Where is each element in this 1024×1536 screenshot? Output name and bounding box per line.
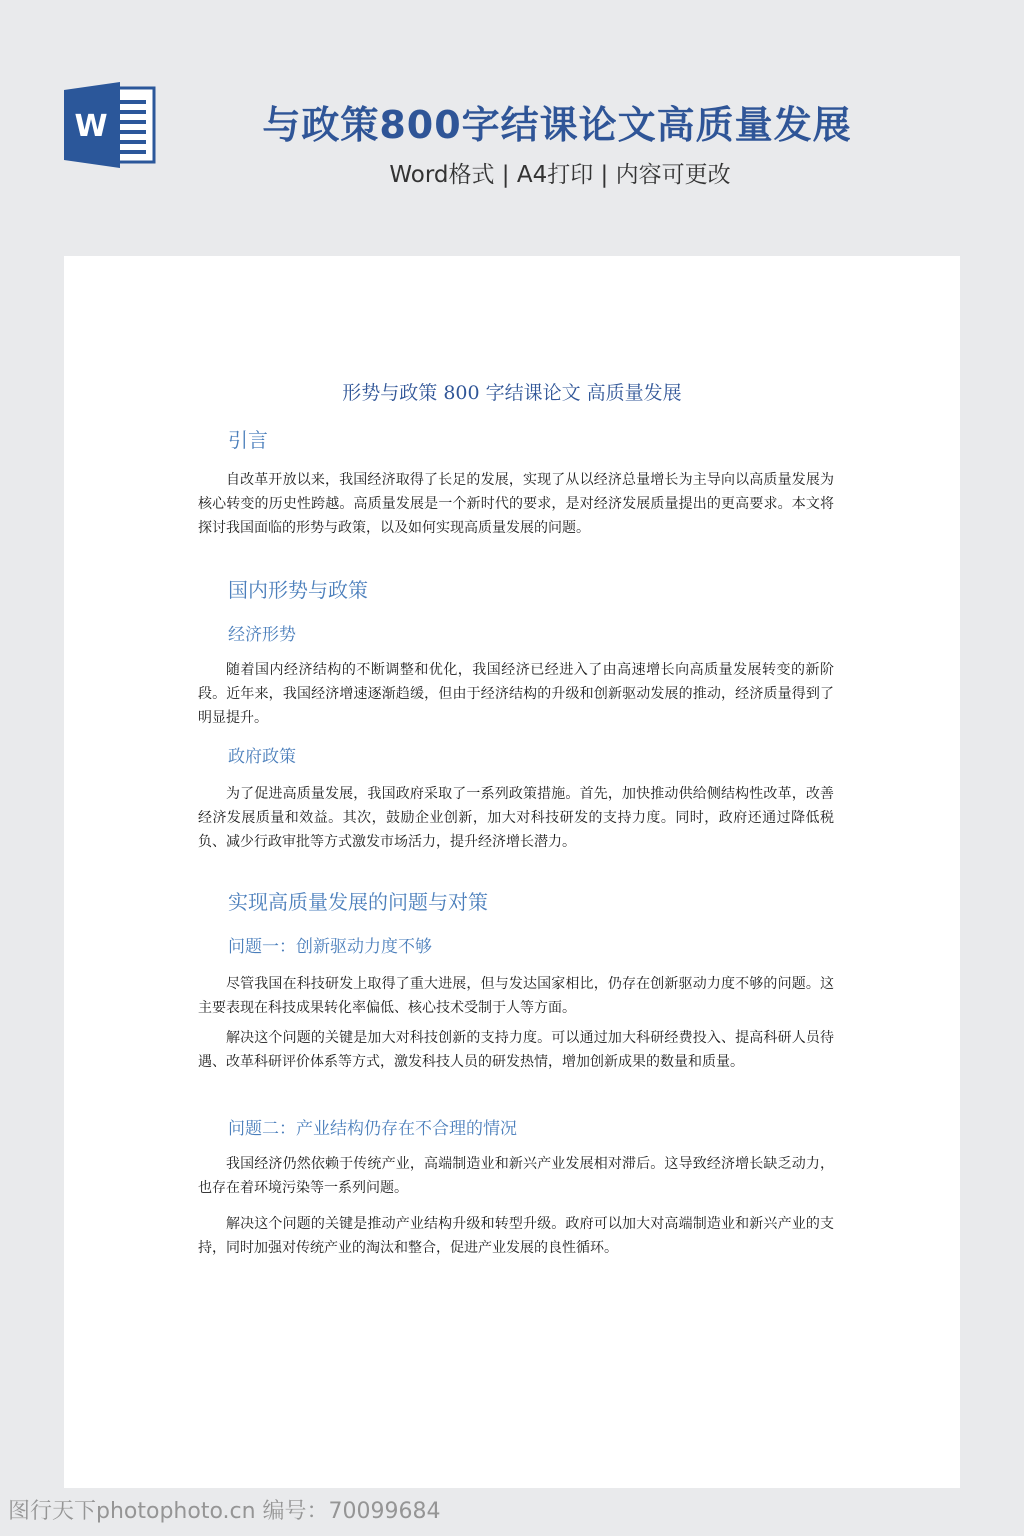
paragraph-economic-situation: 随着国内经济结构的不断调整和优化，我国经济已经进入了由高速增长向高质量发展转变的新阶段。近年来，我国经济增速逐渐趋缓，但由于经济结构的升级和创新驱动发展的推动，经济质量得到了明显提升。 bbox=[198, 662, 834, 726]
word-icon bbox=[64, 82, 156, 168]
heading-government-policy: 政府政策 bbox=[228, 747, 296, 767]
paragraph-introduction: 自改革开放以来，我国经济取得了长足的发展，实现了从以经济总量增长为主导向以高质量发展为核心转变的历史性跨越。高质量发展是一个新时代的要求，是对经济发展质量提出的更高要求。本文将探讨我国面临的形势与政策，以及如何实现高质量发展的问题。 bbox=[198, 472, 834, 536]
paragraph-solution-two: 解决这个问题的关键是推动产业结构升级和转型升级。政府可以加大对高端制造业和新兴产业的支持，同时加强对传统产业的淘汰和整合，促进产业发展的良性循环。 bbox=[198, 1216, 834, 1256]
page-subtitle: Word格式 | A4打印 | 内容可更改 bbox=[389, 162, 731, 188]
heading-problem-one: 问题一：创新驱动力度不够 bbox=[228, 937, 432, 957]
page-title: 与政策800字结课论文高质量发展 bbox=[262, 103, 852, 147]
paragraph-government-policy: 为了促进高质量发展，我国政府采取了一系列政策措施。首先，加快推动供给侧结构性改革，改善经济发展质量和效益。其次，鼓励企业创新，加大对科技研发的支持力度。同时，政府还通过降低税负、减少行政审批等方式激发市场活力，提升经济增长潜力。 bbox=[198, 786, 834, 850]
heading-economic-situation: 经济形势 bbox=[228, 625, 296, 645]
heading-domestic-situation: 国内形势与政策 bbox=[228, 578, 368, 602]
paragraph-solution-one: 解决这个问题的关键是加大对科技创新的支持力度。可以通过加大科研经费投入、提高科研人员待遇、改革科研评价体系等方式，激发科技人员的研发热情，增加创新成果的数量和质量。 bbox=[198, 1030, 834, 1070]
paragraph-problem-two: 我国经济仍然依赖于传统产业，高端制造业和新兴产业发展相对滞后。这导致经济增长缺乏动力，也存在着环境污染等一系列问题。 bbox=[198, 1156, 834, 1196]
watermark: 图行天下photophoto.cn 编号：70099684 bbox=[8, 1499, 441, 1524]
document-title: 形势与政策 800 字结课论文 高质量发展 bbox=[342, 382, 682, 404]
heading-introduction: 引言 bbox=[228, 428, 268, 452]
paragraph-problem-one: 尽管我国在科技研发上取得了重大进展，但与发达国家相比，仍存在创新驱动力度不够的问题。这主要表现在科技成果转化率偏低、核心技术受制于人等方面。 bbox=[198, 976, 834, 1016]
heading-problems-and-solutions: 实现高质量发展的问题与对策 bbox=[228, 890, 488, 914]
heading-problem-two: 问题二：产业结构仍存在不合理的情况 bbox=[228, 1119, 517, 1139]
word-icon-letter: W bbox=[74, 109, 108, 144]
document-page bbox=[64, 256, 960, 1488]
